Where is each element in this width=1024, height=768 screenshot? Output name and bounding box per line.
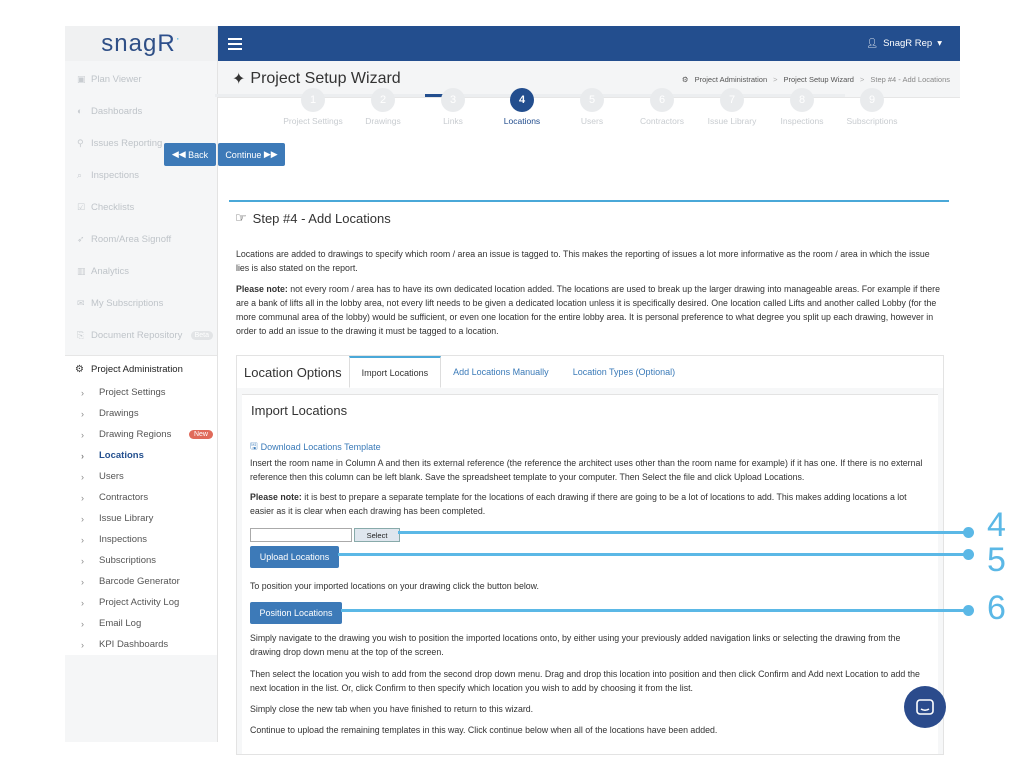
import-note-text: it is best to prepare a separate template for the locations of each drawing if there are going to be a lot of locations to add. This makes adding locations a lot easier as it is clear when each drawing has been completed. [250,492,907,516]
position-instructions-4: Continue to upload the remaining templates in this way. Click continue below when all of the locations have been added. [250,725,718,735]
sidebar-item-analytics[interactable] [65,255,217,287]
sidebar-item-label: Subscriptions [99,555,157,566]
caret-down-icon: ▾ [937,38,942,49]
project-administration-label: Project Administration [91,363,183,375]
tab-location-types[interactable]: Location Types (Optional) [572,367,676,377]
back-label: Back [188,149,209,160]
panel-title [235,210,391,226]
project-administration-header[interactable] [65,356,217,382]
step-label: Locations [503,116,541,126]
wizard-step-1[interactable] [278,82,348,126]
project-administration-section [65,355,217,655]
position-intro: To position your imported locations on your drawing click the button below. [250,581,539,591]
step-panel [229,200,949,745]
step-number: 4 [510,88,534,112]
step-label: Project Settings [283,116,343,126]
chevron-right-icon: › [81,534,84,545]
sidebar-item-my-subscriptions[interactable] [65,287,217,319]
select-file-button[interactable]: Select [354,528,400,542]
position-instructions-3: Simply close the new tab when you have finished to return to this wizard. [250,704,534,714]
sidebar-item-label: Drawings [99,408,139,419]
sidebar-item-contractors[interactable] [65,487,217,508]
callout-number-4: 4 [987,506,1006,544]
new-badge: New [189,430,213,439]
download-template-label: Download Locations Template [260,442,381,452]
step-label: Links [443,116,463,126]
sidebar-item-locations[interactable] [65,445,217,466]
signoff-icon: ➶ [77,233,85,244]
breadcrumb-current: Step #4 - Add Locations [870,74,950,84]
sidebar-item-label: Issues Reporting [91,137,163,149]
sidebar-item-issue-library[interactable] [65,508,217,529]
user-icon: 👤︎ [866,38,879,49]
note-paragraph [236,282,944,338]
sidebar-item-email-log[interactable] [65,613,217,634]
step-label: Drawings [365,116,401,126]
sidebar-item-label: Inspections [91,169,140,181]
tab-import-locations[interactable]: Import Locations [349,356,442,388]
step-label: Subscriptions [846,116,898,126]
callout-line-6 [341,609,968,612]
logo-text: snag [101,29,158,57]
wizard-step-4[interactable] [487,82,557,126]
sidebar-item-label: Barcode Generator [99,576,180,587]
continue-button[interactable] [218,143,285,166]
user-name: SnagR Rep [883,38,933,49]
sidebar-item-barcode-generator[interactable] [65,571,217,592]
sidebar-item-label: Checklists [91,201,135,213]
image-icon: ▣ [77,73,86,84]
hand-pointer-icon: ☞ [235,210,247,225]
page-title-text: Project Setup Wizard [250,70,401,87]
sidebar-item-label: Project Settings [99,387,166,398]
wizard-step-5[interactable] [557,82,627,126]
import-note [250,490,930,518]
chevron-right-icon: › [81,513,84,524]
chevron-right-icon: › [81,471,84,482]
pin-icon: ⚲ [77,137,84,148]
location-options-tabs [237,356,943,388]
hamburger-menu-icon[interactable] [228,38,242,50]
sidebar-item-users[interactable] [65,466,217,487]
sidebar-item-label: Drawing Regions [99,429,172,440]
file-path-input[interactable] [250,528,352,542]
sidebar-item-project-activity-log[interactable] [65,592,217,613]
snagr-logo[interactable] [65,26,217,61]
chevron-right-icon: › [81,387,84,398]
step-label: Contractors [640,116,684,126]
search-icon: ⌕ [77,169,83,180]
continue-label: Continue [225,149,262,160]
location-options-label: Location Options [244,365,342,380]
sidebar-item-label: Inspections [99,534,148,545]
wizard-step-3[interactable] [418,82,488,126]
sidebar-item-document-repository[interactable] [65,319,217,351]
sidebar-item-room-area-signoff[interactable] [65,223,217,255]
upload-locations-button[interactable]: Upload Locations [250,546,339,568]
chevron-right-icon: › [81,639,84,650]
chevron-right-icon: › [81,597,84,608]
step-label: Inspections [780,116,824,126]
sidebar-item-inspections-admin[interactable] [65,529,217,550]
callout-number-5: 5 [987,541,1006,579]
intro-paragraph: Locations are added to drawings to specify which room / area an issue is tagged to. This makes the reporting of issues a lot more informative as the room / area in which the issue lies is also stated on the report. [236,249,930,273]
sidebar-item-label: Dashboards [91,105,143,117]
sidebar-item-label: Locations [99,450,144,461]
sidebar-item-project-settings[interactable] [65,382,217,403]
step-number: 7 [720,88,744,112]
callout-number-6: 6 [987,589,1006,627]
magic-wand-icon: ✦ [232,71,246,88]
step-label: Users [580,116,604,126]
backward-icon: ◀◀ [171,149,189,159]
chevron-right-icon: › [81,555,84,566]
chevron-right-icon: › [81,576,84,587]
sidebar-item-checklists[interactable] [65,191,217,223]
position-locations-button[interactable]: Position Locations [250,602,342,624]
callout-dot-5 [963,549,974,560]
step-number: 3 [441,88,465,112]
wizard-step-2[interactable] [348,82,418,126]
callout-dot-4 [963,527,974,538]
sidebar-item-label: Email Log [99,618,142,629]
import-note-label: Please note: [250,492,302,502]
import-locations-title: Import Locations [251,403,348,418]
wizard-step-7[interactable] [697,82,767,126]
beta-badge: Beta [191,331,213,340]
callout-dot-6 [963,605,974,616]
import-instructions: Insert the room name in Column A and then its external reference (the reference the architect uses other than the room name for example) if it has one. If there is no external reference then this column can be left blank. Save the spreadsheet template to your computer. Then Select the file and click Upload Locations. [250,458,923,482]
step-number: 1 [301,88,325,112]
breadcrumb-project-setup-wizard[interactable]: Project Setup Wizard [783,74,854,84]
step-number: 8 [790,88,814,112]
sidebar-item-label: Document Repository [91,329,183,341]
floppy-disk-icon: 🖫 [250,441,258,451]
step-number: 5 [580,88,604,112]
sidebar-item-label: KPI Dashboards [99,639,169,650]
logo-r: R· [157,29,181,57]
sidebar-item-subscriptions[interactable] [65,550,217,571]
chat-icon [916,699,934,715]
sidebar-item-label: Plan Viewer [91,73,142,85]
sidebar-item-label: Issue Library [99,513,154,524]
cogs-icon: ⚙ [681,74,689,84]
step-number: 2 [371,88,395,112]
chevron-right-icon: › [81,408,84,419]
step-number: 9 [860,88,884,112]
tab-add-locations-manually[interactable]: Add Locations Manually [453,367,549,377]
chevron-right-icon: › [81,429,84,440]
wizard-step-6[interactable] [627,82,697,126]
chevron-right-icon: › [81,492,84,503]
sidebar-item-label: My Subscriptions [91,297,164,309]
chart-icon: ▥ [77,265,86,276]
chevron-right-icon: › [81,618,84,629]
forward-icon: ▶▶ [261,149,278,159]
breadcrumb-separator: > [859,74,865,84]
file-upload-row [250,528,400,542]
mail-icon: ✉ [77,297,85,308]
position-instructions-2: Then select the location you wish to add from the second drop down menu. Drag and drop this location into position and then click Confirm and Add next Location to add the next location in the list. Or, click Confirm to then specify which location you wish to add by choosing it from the list. [250,669,920,693]
chat-widget-button[interactable] [904,686,946,728]
cogs-icon: ⚙ [75,363,84,375]
download-template-link[interactable] [250,439,381,455]
wizard-steps [183,82,898,134]
breadcrumb-project-administration[interactable]: Project Administration [694,74,768,84]
sidebar-item-kpi-dashboards[interactable] [65,634,217,655]
note-label: Please note: [236,284,288,294]
wizard-step-9[interactable] [837,82,907,126]
sidebar-item-label: Analytics [91,265,130,277]
back-button[interactable] [164,143,216,166]
step-label: Issue Library [707,116,757,126]
user-menu[interactable] [866,38,942,49]
checklist-icon: ☑ [77,201,86,212]
sidebar-item-label: Room/Area Signoff [91,233,172,245]
sidebar-item-label: Project Activity Log [99,597,180,608]
step-number: 6 [650,88,674,112]
note-text: not every room / area has to have its own dedicated location added. The locations are used to break up the larger drawing into manageable areas. For example if there are a bank of lifts all in the lobby area, not every lift needs to be given a dedicated location unless it is specifically desired. One location called Lifts and another called Lobby (for the more communal area of the lobby) would be sufficient, or even one location for the entire lobby area. It is personal preference to what degree you split up each drawing, however in order to add an issue to the drawing it must be tagged to a location. [236,284,941,336]
callout-line-5 [338,553,968,556]
import-locations-panel [242,394,938,754]
wizard-step-8[interactable] [767,82,837,126]
callout-line-4 [398,531,968,534]
panel-title-text: Step #4 - Add Locations [252,210,391,226]
breadcrumb-separator: > [773,74,778,84]
sidebar-item-drawings[interactable] [65,403,217,424]
position-instructions-1: Simply navigate to the drawing you wish to position the imported locations onto, by either using your previously added navigation links or selecting the drawing from the drawing drop down menu at the top of the screen. [250,633,901,657]
dashboard-icon: ◐ [77,106,83,116]
sidebar-item-label: Users [99,471,124,482]
sidebar-item-drawing-regions[interactable] [65,424,217,445]
top-navbar [218,26,960,61]
doc-icon: ⎘ [77,329,85,340]
sidebar-item-label: Contractors [99,492,149,503]
chevron-right-icon: › [81,450,84,461]
